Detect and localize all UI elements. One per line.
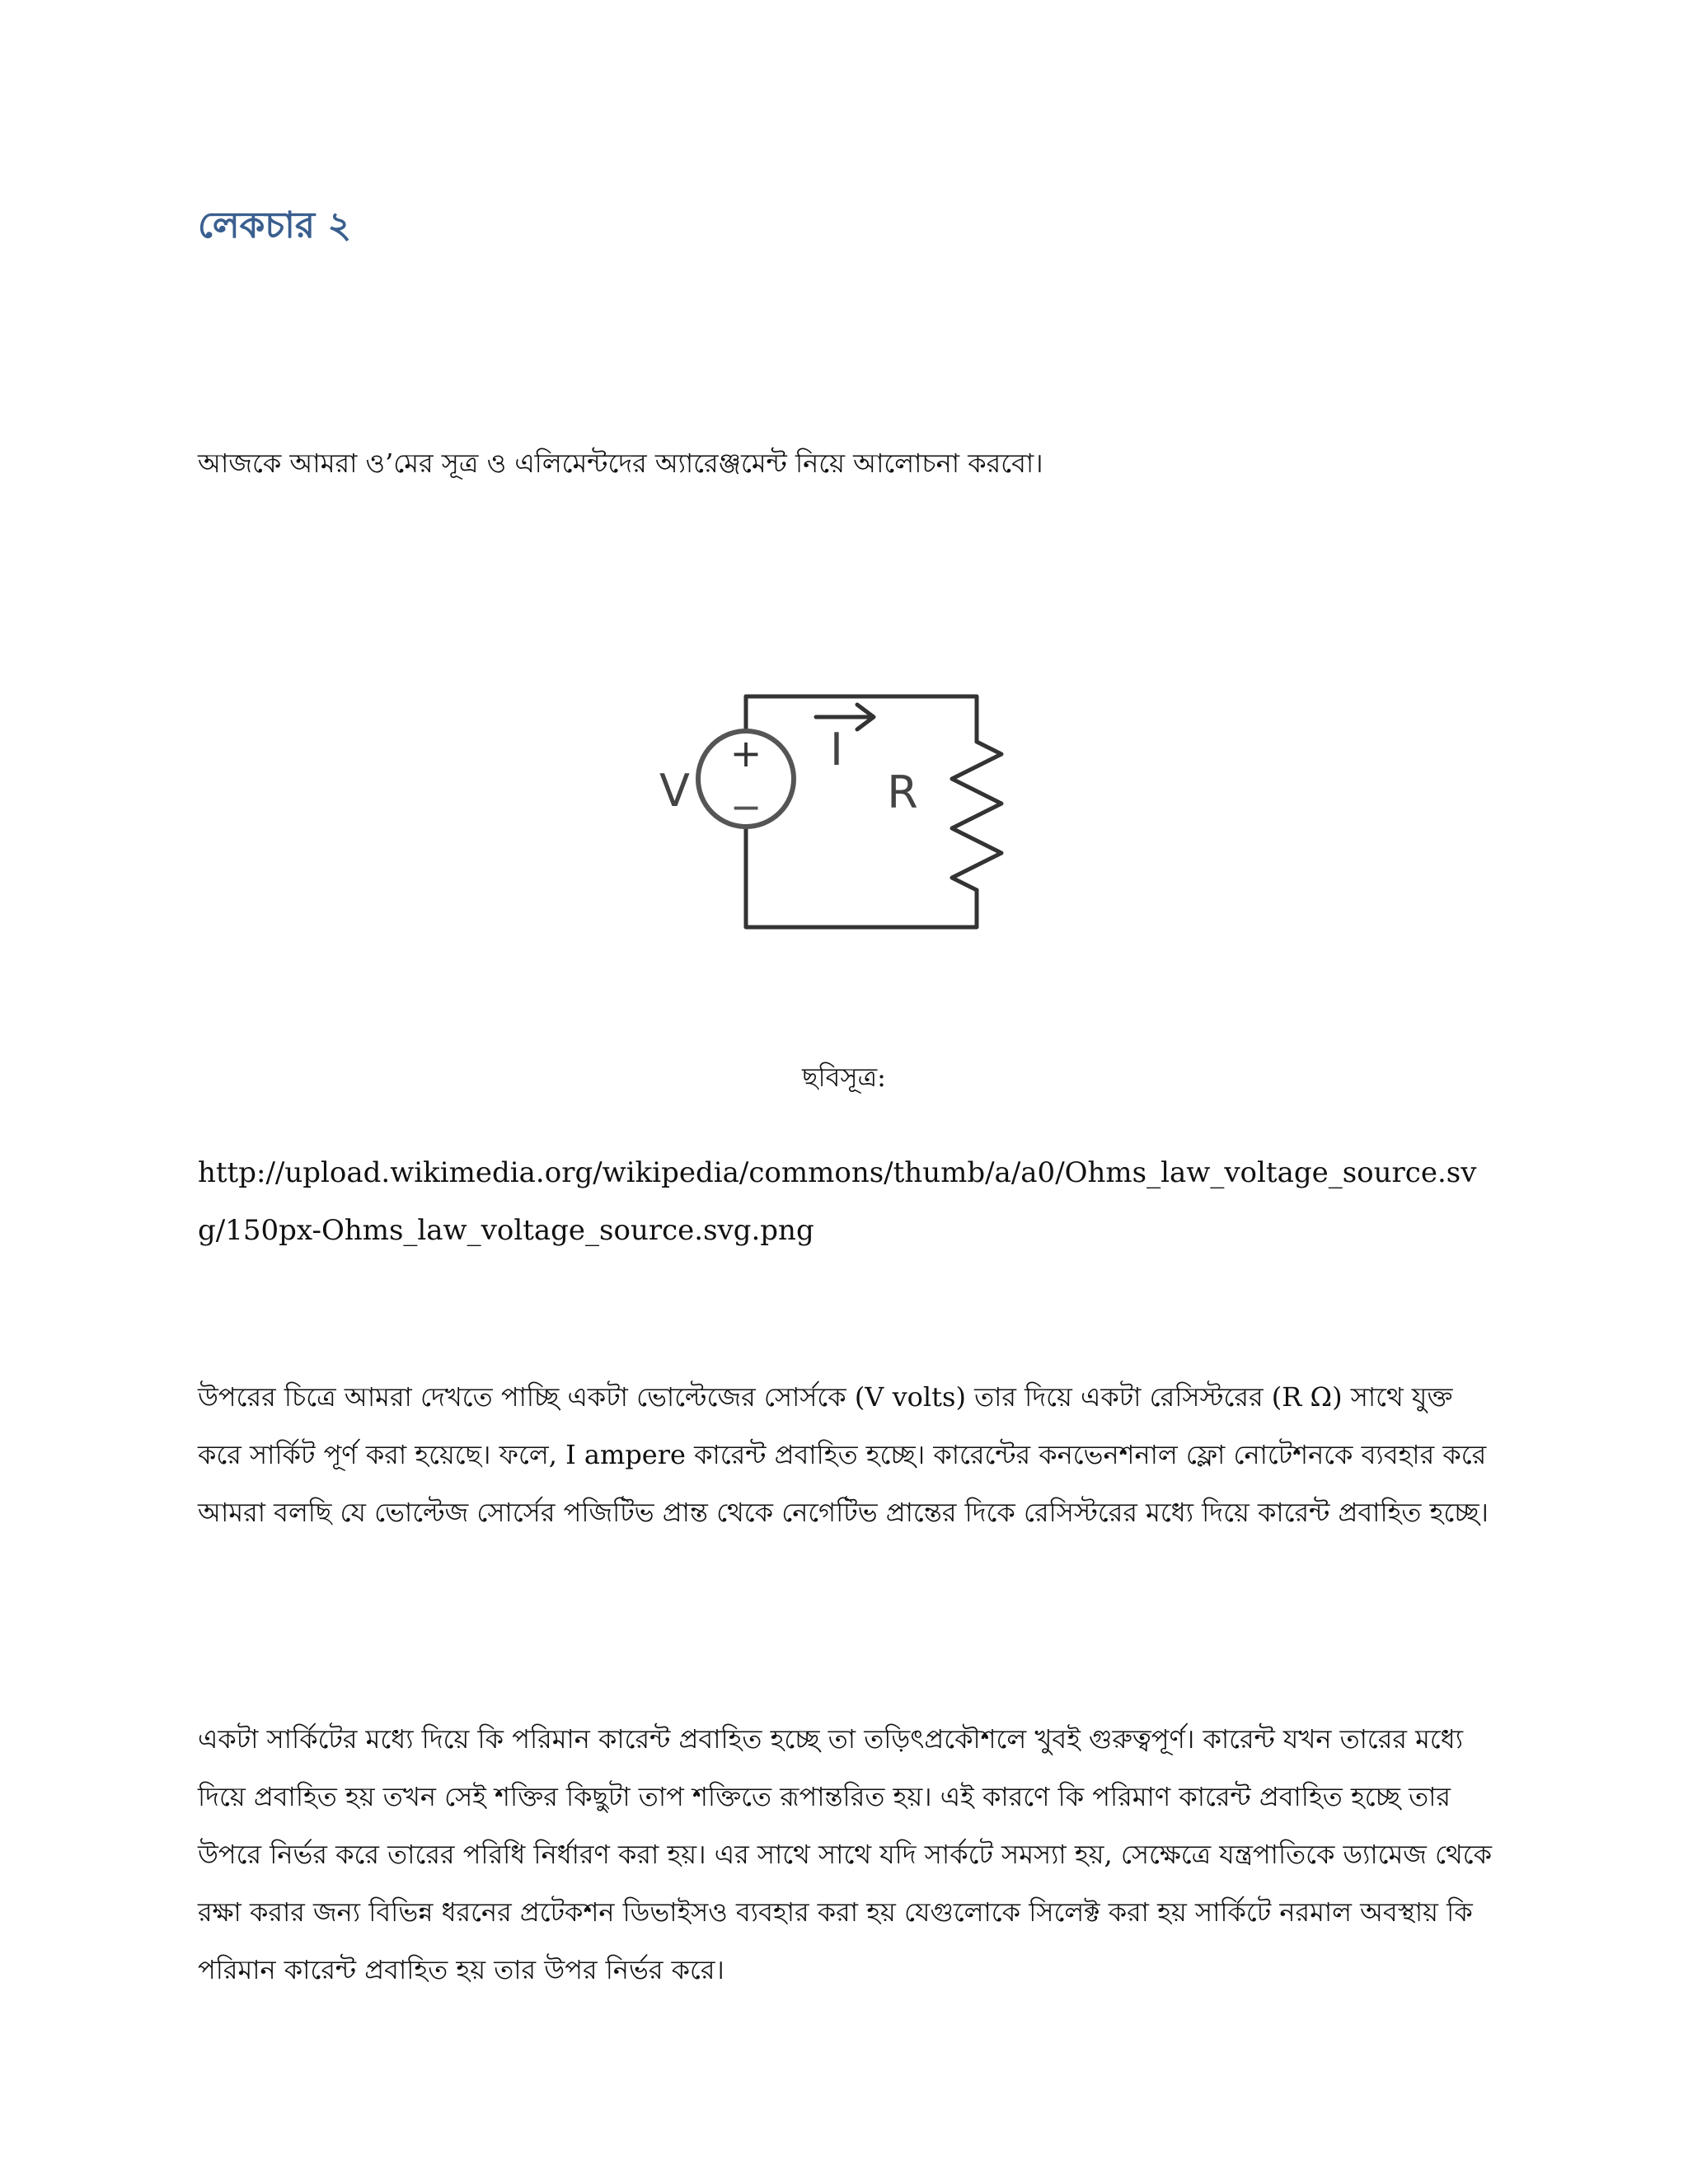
paragraph-1: উপরের চিত্রে আমরা দেখতে পাচ্ছি একটা ভোল্টেজের সোর্সকে (V volts) তার দিয়ে একটা রেসিস্টরের (R Ω) সাথে যুক্ত করে সার্কিট পূর্ণ করা হয়েছে। ফলে, I ampere কারেন্ট প্রবাহিত হচ্ছে। কারেন্টের কনভেনশনাল ফ্লো নোটেশনকে ব্যবহার করে আমরা বলছি যে ভোল্টেজ সোর্সের পজিটিভ প্রান্ত থেকে নেগেটিভ প্রান্তের দিকে রেসিস্টরের মধ্যে দিয়ে কারেন্ট প্রবাহিত হচ্ছে। (198, 1381, 1489, 1528)
resistance-label: R (887, 766, 918, 818)
intro-text: আজকে আমরা ও’মের সূত্র ও এলিমেন্টদের অ্যারেঞ্জমেন্ট নিয়ে আলোচনা করবো। (198, 448, 1043, 479)
source-url: http://upload.wikimedia.org/wikipedia/commons/thumb/a/a0/Ohms_law_voltage_source.svg/150px-Ohms_law_voltage_source.svg.png (198, 1156, 1477, 1247)
lecture-heading: লেকচার ২ (198, 204, 352, 246)
source-plus-sign: + (729, 731, 762, 776)
resistor-icon (952, 742, 1001, 890)
circuit-figure (651, 684, 1030, 956)
ohms-law-circuit-diagram (651, 684, 1030, 956)
paragraph-2: একটা সার্কিটের মধ্যে দিয়ে কি পরিমান কারেন্ট প্রবাহিত হচ্ছে তা তড়িৎপ্রকৌশলে খুবই গুরুত্বপূর্ণ। কারেন্ট যখন তারের মধ্যে দিয়ে প্রবাহিত হয় তখন সেই শক্তির কিছুটা তাপ শক্তিতে রূপান্তরিত হয়। এই কারণে কি পরিমাণ কারেন্ট প্রবাহিত হচ্ছে তার উপরে নির্ভর করে তারের পরিধি নির্ধারণ করা হয়। এর সাথে সাথে যদি সার্কটে সমস্যা হয়, সেক্ষেত্রে যন্ত্রপাতিকে ড্যামেজ থেকে রক্ষা করার জন্য বিভিন্ন ধরনের প্রটেকশন ডিভাইসও ব্যবহার করা হয় যেগুলোকে সিলেক্ট করা হয় সার্কিটে নরমাল অবস্থায় কি পরিমান কারেন্ট প্রবাহিত হয় তার উপর নির্ভর করে। (198, 1723, 1493, 1985)
figure-caption: ছবিসূত্র: (802, 1062, 886, 1093)
current-arrow-icon (816, 705, 874, 729)
source-minus-sign: − (729, 785, 762, 829)
wire-left-bottom (746, 828, 977, 927)
voltage-label: V (659, 765, 690, 817)
current-label: I (830, 724, 843, 776)
